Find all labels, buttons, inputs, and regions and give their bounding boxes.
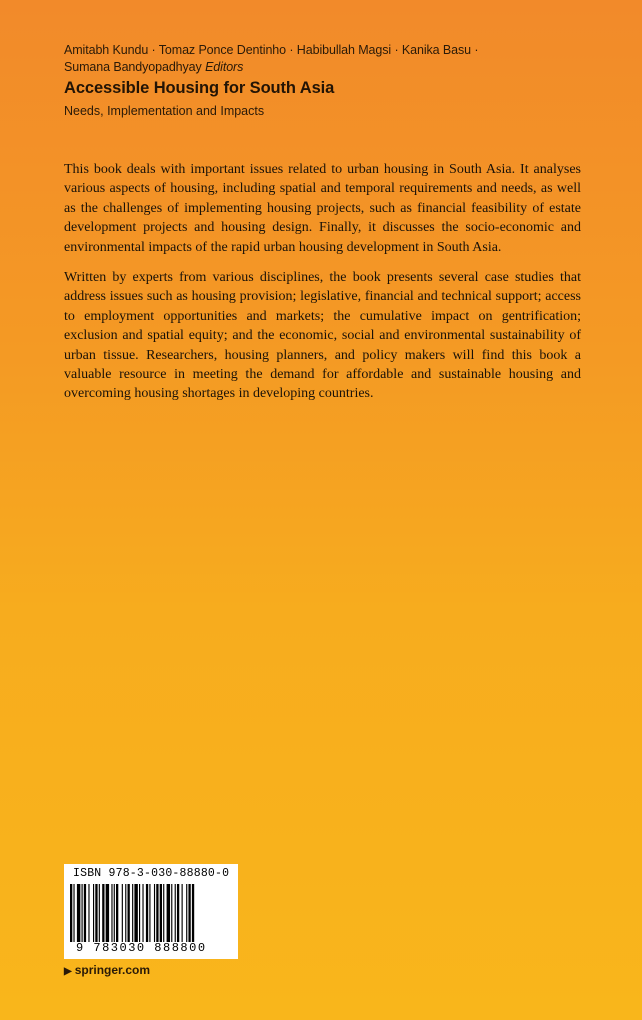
editors-line-1: Amitabh Kundu · Tomaz Ponce Dentinho · Habibullah Magsi · Kanika Basu · xyxy=(64,43,479,57)
book-subtitle: Needs, Implementation and Impacts xyxy=(64,104,265,118)
publisher-website[interactable] xyxy=(64,963,150,977)
description-paragraph-1: This book deals with important issues related to urban housing in South Asia. It analyses various aspects of housing, including spatial and temporal requirements and needs, as well as the challenges of implementing housing projects, such as financial feasibility of estate development projects and housing design. Finally, it discusses the socio-economic and environmental impacts of the rapid urban housing development in South Asia. xyxy=(64,162,581,255)
barcode-bars xyxy=(70,884,232,942)
editors-list xyxy=(64,42,584,76)
isbn-barcode xyxy=(64,864,238,959)
book-title: Accessible Housing for South Asia xyxy=(64,79,335,97)
publisher-website-text: springer.com xyxy=(74,963,151,977)
description-paragraph-2: Written by experts from various disciplines, the book presents several case studies that address issues such as housing provision; legislative, financial and technical support; access to employment opportunities and markets; the cumulative impact on gentrification; exclusion and spatial equity; and the economic, social and environmental sustainability of urban tissue. Researchers, housing planners, and policy makers will find this book a valuable resource in meeting the demand for affordable and sustainable housing and overcoming housing shortages in developing countries. xyxy=(64,270,581,402)
barcode-digits: 9 783030 888800 xyxy=(76,941,207,955)
triangle-right-icon: ▶ xyxy=(64,966,72,977)
editors-line-2: Sumana Bandyopadhyay xyxy=(64,60,202,74)
cover-header xyxy=(64,42,584,118)
editors-role: Editors xyxy=(205,60,244,74)
book-description xyxy=(64,160,581,415)
isbn-label: ISBN 978-3-030-88880-0 xyxy=(73,867,230,880)
